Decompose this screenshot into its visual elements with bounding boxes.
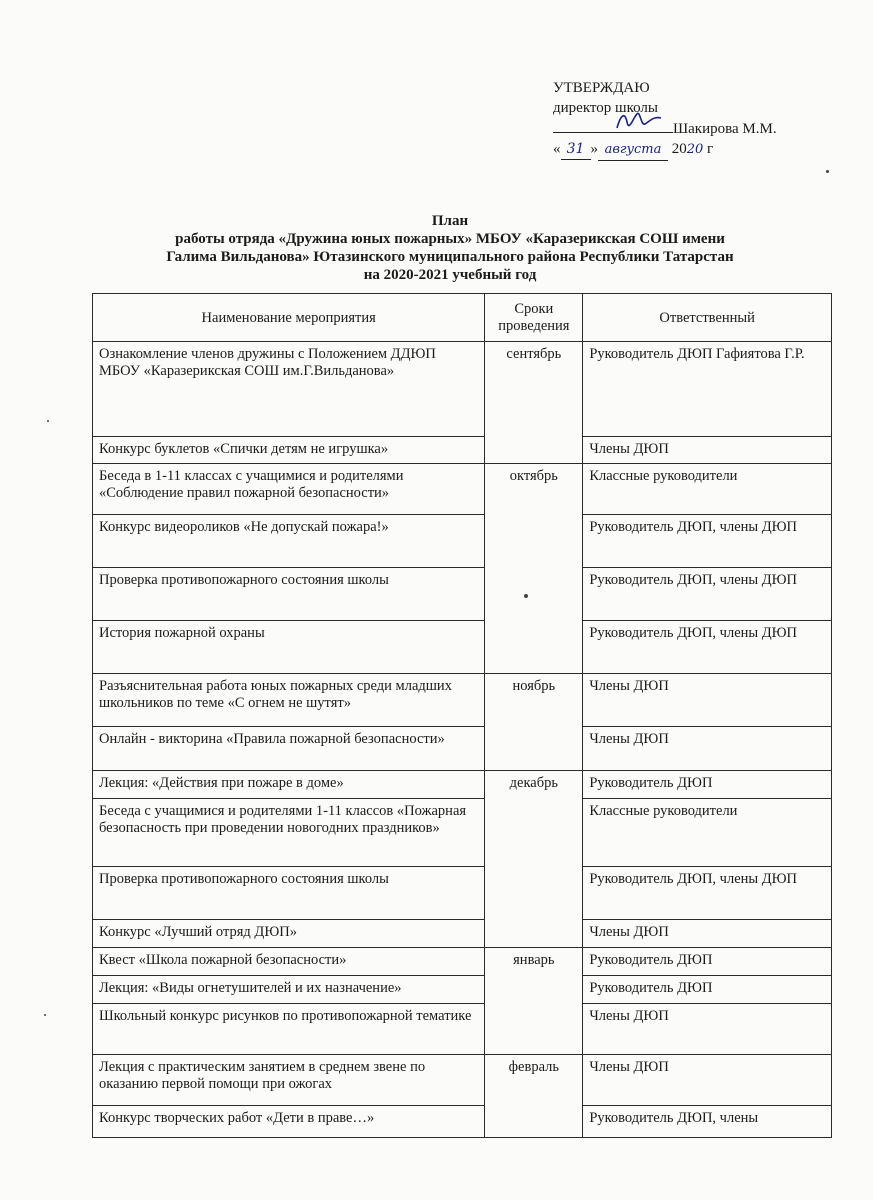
table-row: [93, 342, 832, 437]
title-line-3: Галима Вильданова» Ютазинского муниципального района Республики Татарстан: [166, 249, 734, 265]
responsible-cell: Руководитель ДЮП: [583, 976, 832, 1004]
event-cell: Конкурс «Лучший отряд ДЮП»: [93, 920, 485, 948]
event-cell: Ознакомление членов дружины с Положением ДДЮП МБОУ «Каразерикская СОШ им.Г.Вильданова»: [93, 342, 485, 437]
term-cell: сентябрь: [485, 342, 583, 464]
date-year-suffix: 20: [686, 142, 704, 157]
event-cell: Проверка противопожарного состояния школы: [93, 568, 485, 621]
term-cell: ноябрь: [485, 674, 583, 771]
approval-date: « 31 » августа 2020 г: [553, 139, 853, 161]
responsible-cell: Классные руководители: [583, 464, 832, 515]
title-line-1: План: [431, 213, 469, 229]
date-day: 31: [561, 139, 591, 160]
title-line-2: работы отряда «Дружина юных пожарных» МБОУ «Каразерикская СОШ имени: [175, 231, 725, 247]
table-row: [93, 867, 832, 920]
term-cell: октябрь: [485, 464, 583, 674]
document-title: [110, 212, 790, 284]
table-row: [93, 771, 832, 799]
table-row: [93, 621, 832, 674]
date-year-unit: г: [707, 141, 714, 157]
table-row: [93, 1055, 832, 1106]
approver-position: директор школы: [553, 100, 658, 116]
table-row: [93, 568, 832, 621]
responsible-cell: Руководитель ДЮП, члены ДЮП: [583, 867, 832, 920]
term-cell: декабрь: [485, 771, 583, 948]
signature-field: [553, 118, 673, 133]
responsible-cell: Члены ДЮП: [583, 1004, 832, 1055]
term-cell: январь: [485, 948, 583, 1055]
table-row: [93, 727, 832, 771]
responsible-cell: Руководитель ДЮП: [583, 948, 832, 976]
table-row: [93, 1106, 832, 1138]
table-row: [93, 1004, 832, 1055]
term-cell: февраль: [485, 1055, 583, 1138]
event-cell: Конкурс видеороликов «Не допускай пожара!»: [93, 515, 485, 568]
responsible-cell: Руководитель ДЮП: [583, 771, 832, 799]
event-cell: Беседа в 1-11 классах с учащимися и родителями «Соблюдение правил пожарной безопасности»: [93, 464, 485, 515]
event-cell: Школьный конкурс рисунков по противопожарной тематике: [93, 1004, 485, 1055]
title-line-4: на 2020-2021 учебный год: [363, 267, 537, 283]
event-cell: Конкурс буклетов «Спички детям не игрушка»: [93, 437, 485, 464]
event-cell: Проверка противопожарного состояния школы: [93, 867, 485, 920]
table-row: [93, 674, 832, 727]
responsible-cell: Члены ДЮП: [583, 437, 832, 464]
signature-line: [553, 118, 853, 139]
table-row: [93, 948, 832, 976]
responsible-cell: Руководитель ДЮП, члены ДЮП: [583, 621, 832, 674]
signature-icon: [615, 108, 665, 134]
header-responsible: Ответственный: [583, 294, 832, 342]
table-row: [93, 976, 832, 1004]
event-cell: История пожарной охраны: [93, 621, 485, 674]
responsible-cell: Члены ДЮП: [583, 674, 832, 727]
scan-speck: [44, 1014, 46, 1016]
event-cell: Лекция: «Виды огнетушителей и их назначение»: [93, 976, 485, 1004]
approval-block: [553, 78, 853, 161]
plan-table: [92, 293, 832, 1138]
responsible-cell: Классные руководители: [583, 799, 832, 867]
event-cell: Разъяснительная работа юных пожарных среди младших школьников по теме «С огнем не шутят»: [93, 674, 485, 727]
responsible-cell: Члены ДЮП: [583, 727, 832, 771]
event-cell: Онлайн - викторина «Правила пожарной безопасности»: [93, 727, 485, 771]
header-event: Наименование мероприятия: [93, 294, 485, 342]
event-cell: Квест «Школа пожарной безопасности»: [93, 948, 485, 976]
event-cell: Лекция: «Действия при пожаре в доме»: [93, 771, 485, 799]
table-header-row: [93, 294, 832, 342]
table-row: [93, 437, 832, 464]
responsible-cell: Члены ДЮП: [583, 1055, 832, 1106]
scan-speck: [826, 170, 829, 173]
date-month: августа: [598, 140, 668, 161]
table-row: [93, 799, 832, 867]
responsible-cell: Руководитель ДЮП, члены ДЮП: [583, 568, 832, 621]
date-year-prefix: 20: [671, 141, 687, 157]
responsible-cell: Руководитель ДЮП Гафиятова Г.Р.: [583, 342, 832, 437]
table-row: [93, 920, 832, 948]
bleed-through-text: [100, 150, 103, 165]
approver-name: Шакирова М.М.: [673, 121, 777, 137]
approve-label: УТВЕРЖДАЮ: [553, 80, 650, 96]
scan-speck: [47, 420, 49, 422]
responsible-cell: Руководитель ДЮП, члены: [583, 1106, 832, 1138]
responsible-cell: Руководитель ДЮП, члены ДЮП: [583, 515, 832, 568]
event-cell: Конкурс творческих работ «Дети в праве…»: [93, 1106, 485, 1138]
table-row: [93, 515, 832, 568]
responsible-cell: Члены ДЮП: [583, 920, 832, 948]
table-row: [93, 464, 832, 515]
event-cell: Лекция с практическим занятием в среднем звене по оказанию первой помощи при ожогах: [93, 1055, 485, 1106]
header-term: Сроки проведения: [485, 294, 583, 342]
event-cell: Беседа с учащимися и родителями 1-11 классов «Пожарная безопасность при проведении новогодних праздников»: [93, 799, 485, 867]
